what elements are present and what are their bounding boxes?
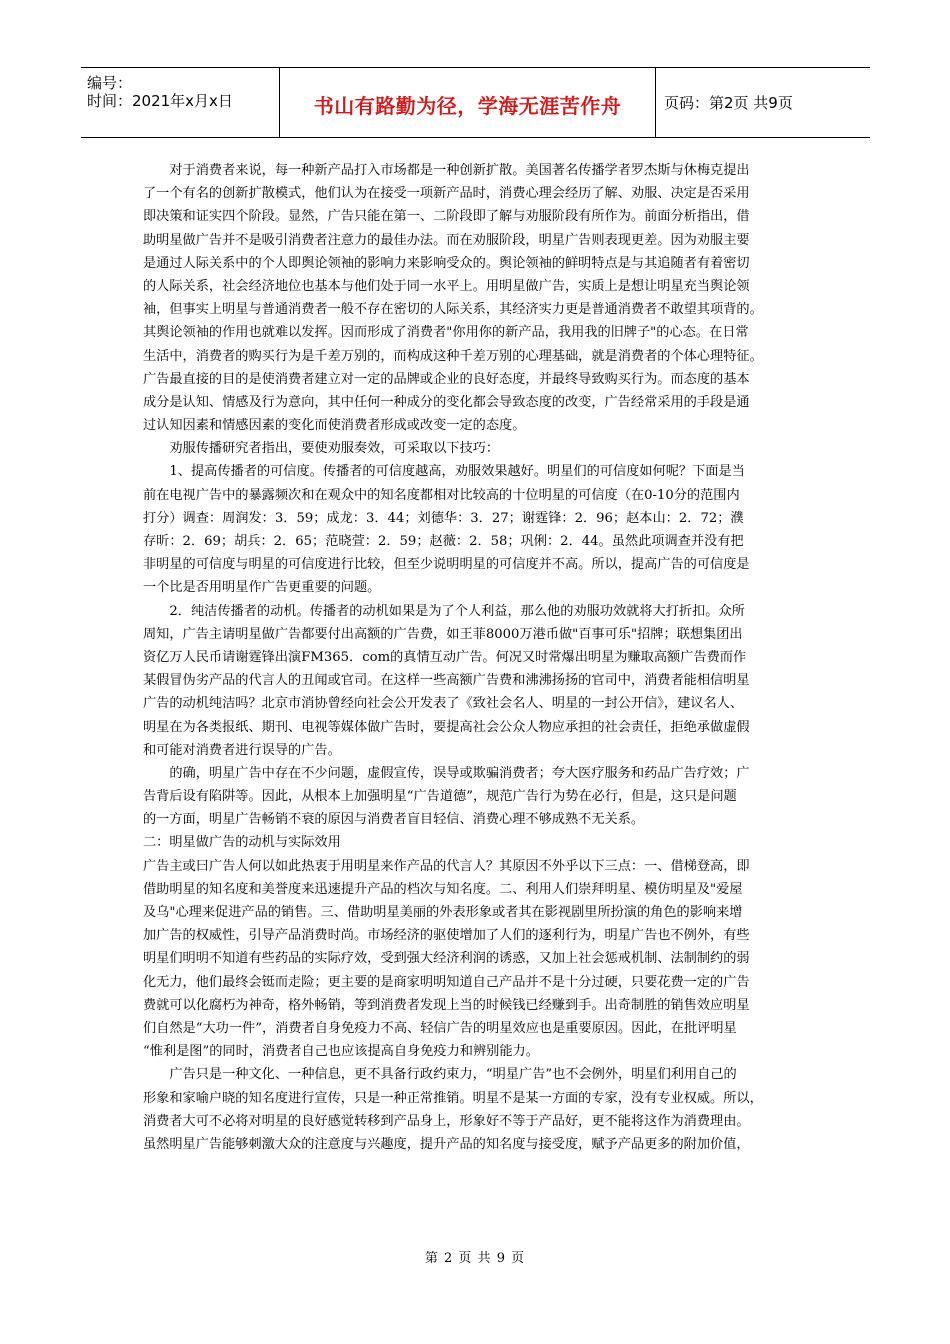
body-line: 某假冒伪劣产品的代言人的丑闻或官司。在这样一些高额广告费和沸沸扬扬的官司中，消费者能相信明星 (143, 673, 750, 689)
body-line: 借助明星的知名度和美誉度来迅速提升产品的档次与知名度。二、利用人们崇拜明星、模仿明星及"爱屋 (143, 881, 743, 897)
body-line: 成分是认知、情感及行为意向，其中任何一种成分的变化都会导致态度的改变，广告经常采用的手段是通 (143, 394, 750, 410)
body-line: “惟利是图”的同时，消费者自己也应该提高自身免疫力和辨别能力。 (143, 1044, 539, 1060)
body-line: 二：明星做广告的动机与实际效用 (143, 835, 341, 851)
body-line: 资亿万人民币请谢霆锋出演FM365．com的真情互动广告。何况又时常爆出明星为赚取高额广告费而作 (143, 649, 747, 665)
body-line: 加广告的权威性，引导产品消费时尚。市场经济的驱使增加了人们的逐利行为，明星广告也不例外，有些 (143, 928, 750, 944)
body-line: 广告只是一种文化、一种信息，更不具备行政约束力，“明星广告”也不会例外，明星们利用自己的 (143, 1067, 737, 1083)
body-line: 助明星做广告并不是吸引消费者注意力的最佳办法。而在劝服阶段，明星广告则表现更差。因为劝服主要 (143, 232, 750, 248)
header-motto: 书山有路勤为径，学海无涯苦作舟 (313, 94, 622, 118)
body-line: 广告的动机纯洁吗？北京市消协曾经向社会公开发表了《致社会名人、明星的一封公开信》，建议名人、 (143, 696, 744, 712)
body-line: 虽然明星广告能够刺激大众的注意度与兴趣度，提升产品的知名度与接受度，赋予产品更多的附加价值， (143, 1136, 750, 1152)
body-line: 们自然是“大功一件”，消费者自身免疫力不高、轻信广告的明星效应也是重要原因。因此，在批评明星 (143, 1020, 737, 1036)
header-left-cell (81, 68, 280, 137)
body-line: 一个比是否用明星作广告更重要的问题。 (143, 580, 381, 596)
body-line: 前在电视广告中的暴露频次和在观众中的知名度都相对比较高的十位明星的可信度（在0-10分的范围内 (143, 487, 740, 503)
body-line: 形象和家喻户晓的知名度进行宣传，只是一种正常推销。明星不是某一方面的专家，没有专业权威。所以， (143, 1090, 763, 1106)
body-line: 化无力，他们最终会铤而走险；更主要的是商家明明知道自己产品并不是十分过硬，只要花费一定的广告 (143, 974, 750, 990)
header-motto-cell (280, 68, 656, 137)
page-header (81, 67, 870, 138)
document-time-label: 时间：2021年x月x日 (87, 92, 233, 110)
page-footer: 第 2 页 共 9 页 (424, 1251, 526, 1266)
header-page-info: 页码：第2页 共9页 (664, 94, 793, 112)
body-line: 非明星的可信度与明星的可信度进行比较，但至少说明明星的可信度并不高。所以，提高广告的可信度是 (143, 557, 750, 573)
body-line: 了一个有名的创新扩散模式，他们认为在接受一项新产品时，消费心理会经历了解、劝服、决定是否采用 (143, 186, 750, 202)
body-line: 2．纯洁传播者的动机。传播者的动机如果是为了个人利益，那么他的劝服功效就将大打折扣。众所 (143, 603, 745, 619)
body-line: 的人际关系，社会经济地位也基本与他们处于同一水平上。用明星做广告，实质上是想让明星充当舆论领 (143, 278, 750, 294)
body-line: 存昕：2．69；胡兵：2．65；范晓萱：2．59；赵薇：2．58；巩俐：2．44。虽然此项调查并没有把 (143, 534, 744, 549)
body-line: 的一方面，明星广告畅销不衰的原因与消费者盲目轻信、消费心理不够成熟不无关系。 (143, 812, 645, 828)
body-line: 明星们明明不知道有些药品的实际疗效，受到强大经济利润的诱惑，又加上社会惩戒机制、法制制约的弱 (143, 951, 750, 967)
body-line: 的确，明星广告中存在不少问题，虚假宣传，误导或欺骗消费者；夸大医疗服务和药品广告疗效；广 (143, 765, 750, 781)
body-line: 及乌"心理来促进产品的销售。三、借助明星美丽的外表形象或者其在影视剧里所扮演的角色的影响来增 (143, 905, 743, 920)
body-line: 费就可以化腐朽为神奇，格外畅销，等到消费者发现上当的时候钱已经赚到手。出奇制胜的销售效应明星 (143, 997, 750, 1013)
body-line: 打分）调查：周润发：3．59；成龙：3．44；刘德华：3．27；谢霆锋：2．96；赵本山：2．72；濮 (143, 510, 744, 526)
document-body (143, 159, 809, 1156)
document-number-label: 编号： (87, 74, 133, 92)
body-line: 过认知因素和情感因素的变化而使消费者形成或改变一定的态度。 (143, 418, 526, 434)
body-line: 是通过人际关系中的个人即舆论领袖的影响力来影响受众的。舆论领袖的鲜明特点是与其追随者有着密切 (143, 255, 750, 271)
header-page-cell (656, 68, 870, 137)
body-line: 周知，广告主请明星做广告都要付出高额的广告费，如王菲8000万港币做"百事可乐"招牌；联想集团出 (143, 626, 743, 642)
body-line: 其舆论领袖的作用也就难以发挥。因而形成了消费者"你用你的新产品，我用我的旧牌子"的心态。在日常 (143, 325, 749, 341)
body-line: 明星在为各类报纸、期刊、电视等媒体做广告时，要提高社会公众人物应承担的社会责任，拒绝承做虚假 (143, 719, 750, 735)
body-line: 和可能对消费者进行误导的广告。 (143, 742, 341, 758)
body-line: 袖，但事实上明星与普通消费者一般不存在密切的人际关系，其经济实力更是普通消费者不敢望其项背的。 (143, 302, 763, 318)
body-line: 广告主或曰广告人何以如此热衷于用明星来作产品的代言人？其原因不外乎以下三点：一、借梯登高，即 (143, 858, 750, 874)
body-line: 广告最直接的目的是使消费者建立对一定的品牌或企业的良好态度，并最终导致购买行为。而态度的基本 (143, 371, 750, 387)
body-line: 1、提高传播者的可信度。传播者的可信度越高，劝服效果越好。明星们的可信度如何呢？下面是当 (143, 464, 745, 480)
body-line: 生活中，消费者的购买行为是千差万别的，而构成这种千差万别的心理基础，就是消费者的个体心理特征。 (143, 348, 763, 364)
body-line: 消费者大可不必将对明星的良好感觉转移到产品身上，形象好不等于产品好，更不能将这作为消费理由。 (143, 1113, 750, 1129)
body-line: 即决策和证实四个阶段。显然，广告只能在第一、二阶段即了解与劝服阶段有所作为。前面分析指出，借 (143, 209, 750, 225)
body-line: 劝服传播研究者指出，要使劝服奏效，可采取以下技巧： (143, 441, 500, 457)
body-line: 告背后设有陷阱等。因此，从根本上加强明星“广告道德”，规范广告行为势在必行，但是，这只是问题 (143, 789, 737, 805)
body-line: 对于消费者来说，每一种新产品打入市场都是一种创新扩散。美国著名传播学者罗杰斯与休梅克提出 (143, 163, 750, 178)
